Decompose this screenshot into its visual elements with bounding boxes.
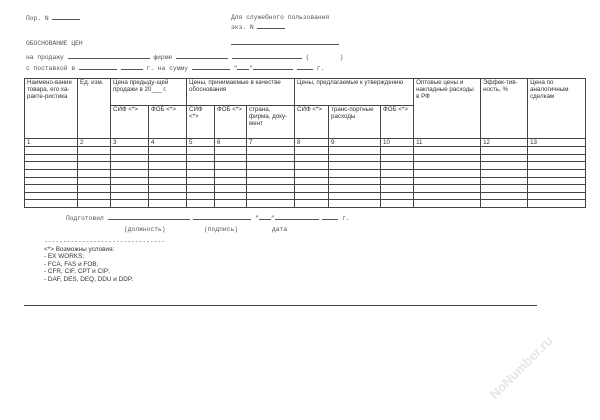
table-cell[interactable] <box>215 185 247 193</box>
table-cell[interactable] <box>481 147 528 155</box>
table-cell[interactable] <box>111 162 149 170</box>
table-cell[interactable] <box>215 200 247 208</box>
table-cell[interactable] <box>329 162 381 170</box>
table-cell[interactable] <box>25 169 78 177</box>
subheader-country: страна, фирма, доку-мент <box>247 106 295 139</box>
bottom-divider <box>24 305 537 306</box>
table-cell[interactable] <box>295 147 329 155</box>
subheader-fob: ФОБ <*> <box>149 106 187 139</box>
table-cell[interactable] <box>481 169 528 177</box>
table-cell[interactable] <box>149 169 187 177</box>
table-row <box>25 147 586 155</box>
table-row <box>25 192 586 200</box>
table-row <box>25 162 586 170</box>
table-cell[interactable] <box>187 177 215 185</box>
table-row <box>25 154 586 162</box>
table-cell[interactable] <box>78 177 111 185</box>
position-caption: (должность) <box>124 226 166 233</box>
table-cell[interactable] <box>111 192 149 200</box>
table-cell[interactable] <box>329 177 381 185</box>
table-cell[interactable] <box>247 177 295 185</box>
table-cell[interactable] <box>149 162 187 170</box>
table-cell[interactable] <box>215 169 247 177</box>
table-cell[interactable] <box>111 169 149 177</box>
table-cell[interactable] <box>481 177 528 185</box>
table-cell[interactable] <box>481 200 528 208</box>
column-number: 2 <box>78 139 111 147</box>
footnote-title: <*> Возможны условия: <box>44 246 115 253</box>
subheader-transport: транс-портные расходы <box>329 106 381 139</box>
column-number: 12 <box>481 139 528 147</box>
table-cell[interactable] <box>329 147 381 155</box>
table-cell[interactable] <box>481 154 528 162</box>
table-cell[interactable] <box>187 169 215 177</box>
subheader-fob: ФОБ <*> <box>381 106 414 139</box>
document-title: ОБОСНОВАНИЕ ЦЕН <box>26 40 83 47</box>
table-cell[interactable] <box>111 154 149 162</box>
table-cell[interactable] <box>295 162 329 170</box>
watermark: NoNumber.ru <box>486 333 556 402</box>
column-number: 4 <box>149 139 187 147</box>
table-cell[interactable] <box>187 162 215 170</box>
table-cell[interactable] <box>381 185 414 193</box>
column-number: 9 <box>329 139 381 147</box>
table-cell[interactable] <box>414 192 481 200</box>
table-cell[interactable] <box>187 147 215 155</box>
header-product: Наимено-вание товара, его ха-ракте-ристика <box>25 79 78 139</box>
column-numbers-row <box>25 139 586 147</box>
subheader-cif: СИФ <*> <box>111 106 149 139</box>
table-cell[interactable] <box>528 185 586 193</box>
table-cell[interactable] <box>381 147 414 155</box>
column-number: 5 <box>187 139 215 147</box>
table-cell[interactable] <box>25 200 78 208</box>
table-cell[interactable] <box>187 200 215 208</box>
table-cell[interactable] <box>247 169 295 177</box>
table-cell[interactable] <box>187 185 215 193</box>
table-cell[interactable] <box>414 147 481 155</box>
footnote-item: - DAF, DES, DEQ, DDU и DDP. <box>44 275 134 283</box>
table-cell[interactable] <box>295 185 329 193</box>
subheader-cif: СИФ <*> <box>187 106 215 139</box>
column-number: 6 <box>215 139 247 147</box>
delivery-line: с поставкой в г. на сумму " " г. <box>26 65 325 72</box>
table-cell[interactable] <box>381 154 414 162</box>
table-cell[interactable] <box>78 147 111 155</box>
table-cell[interactable] <box>78 200 111 208</box>
table-cell[interactable] <box>414 200 481 208</box>
subheader-fob: ФОБ <*> <box>215 106 247 139</box>
table-cell[interactable] <box>528 162 586 170</box>
column-number: 13 <box>528 139 586 147</box>
table-cell[interactable] <box>149 154 187 162</box>
table-cell[interactable] <box>25 192 78 200</box>
table-cell[interactable] <box>528 154 586 162</box>
header-previous-price: Цена предыду-щей продажи в 20___ г. <box>111 79 187 106</box>
table-cell[interactable] <box>149 192 187 200</box>
date-caption: дата <box>272 226 288 233</box>
table-cell[interactable] <box>111 177 149 185</box>
table-cell[interactable] <box>149 185 187 193</box>
order-number: Пор. N <box>26 15 80 22</box>
table-cell[interactable] <box>215 154 247 162</box>
table-cell[interactable] <box>78 162 111 170</box>
table-cell[interactable] <box>414 169 481 177</box>
header-proposed-prices: Цены, предлагаемые к утверждению <box>295 79 414 106</box>
table-cell[interactable] <box>329 200 381 208</box>
table-cell[interactable] <box>78 154 111 162</box>
table-cell[interactable] <box>78 169 111 177</box>
table-cell[interactable] <box>25 177 78 185</box>
table-cell[interactable] <box>78 185 111 193</box>
table-cell[interactable] <box>414 185 481 193</box>
table-row <box>25 177 586 185</box>
table-cell[interactable] <box>528 169 586 177</box>
table-row <box>25 200 586 208</box>
table-cell[interactable] <box>414 177 481 185</box>
table-cell[interactable] <box>215 177 247 185</box>
table-cell[interactable] <box>187 154 215 162</box>
column-number: 1 <box>25 139 78 147</box>
column-number: 10 <box>381 139 414 147</box>
footnote-item: - FCA, FAS и FOB; <box>44 260 99 268</box>
header-wholesale: Оптовые цены и накладные расходы в РФ <box>414 79 481 139</box>
table-cell[interactable] <box>381 169 414 177</box>
table-cell[interactable] <box>149 147 187 155</box>
price-justification-table <box>24 78 586 208</box>
table-cell[interactable] <box>25 147 78 155</box>
footnote-separator: -------------------------------- <box>44 238 165 245</box>
table-cell[interactable] <box>329 192 381 200</box>
table-cell[interactable] <box>247 192 295 200</box>
footnote <box>44 246 133 283</box>
table-cell[interactable] <box>25 162 78 170</box>
table-cell[interactable] <box>78 192 111 200</box>
header-efficiency: Эффек-тив-ность, % <box>481 79 528 139</box>
table-cell[interactable] <box>215 147 247 155</box>
table-cell[interactable] <box>528 147 586 155</box>
signature-caption: (подпись) <box>204 226 239 233</box>
table-cell[interactable] <box>329 169 381 177</box>
table-cell[interactable] <box>25 154 78 162</box>
header-analog-price: Цена по аналогичным сделкам <box>528 79 586 139</box>
table-cell[interactable] <box>295 169 329 177</box>
column-number: 11 <box>414 139 481 147</box>
column-number: 7 <box>247 139 295 147</box>
column-number: 3 <box>111 139 149 147</box>
prepared-line: Подготовил " " г. <box>66 215 350 222</box>
table-cell[interactable] <box>414 154 481 162</box>
table-cell[interactable] <box>149 177 187 185</box>
table-cell[interactable] <box>247 185 295 193</box>
table-cell[interactable] <box>25 185 78 193</box>
table-cell[interactable] <box>247 147 295 155</box>
table-cell[interactable] <box>215 192 247 200</box>
table-cell[interactable] <box>329 185 381 193</box>
subheader-cif: СИФ <*> <box>295 106 329 139</box>
table-cell[interactable] <box>295 154 329 162</box>
copy-number: экз. N <box>231 24 285 31</box>
table-cell[interactable] <box>215 162 247 170</box>
footnote-item: - CFR, CIF, CPT и CIP; <box>44 268 110 276</box>
table-cell[interactable] <box>528 192 586 200</box>
footnote-item: - EX WORKS; <box>44 253 85 261</box>
official-use-label: Для служебного пользования <box>231 14 330 21</box>
header-unit: Ед. изм. <box>78 79 111 139</box>
table-cell[interactable] <box>247 162 295 170</box>
table-row <box>25 185 586 193</box>
table-cell[interactable] <box>481 162 528 170</box>
table-cell[interactable] <box>528 200 586 208</box>
table-cell[interactable] <box>149 200 187 208</box>
table-cell[interactable] <box>295 192 329 200</box>
sale-line: на продажу фирме ( ) <box>26 54 344 61</box>
table-cell[interactable] <box>247 154 295 162</box>
table-cell[interactable] <box>381 200 414 208</box>
table-cell[interactable] <box>381 162 414 170</box>
header-basis-prices: Цены, принимаемые в качестве обоснования <box>187 79 295 106</box>
table-cell[interactable] <box>481 192 528 200</box>
table-cell[interactable] <box>247 200 295 208</box>
table-row <box>25 169 586 177</box>
table-cell[interactable] <box>528 177 586 185</box>
table-cell[interactable] <box>381 192 414 200</box>
column-number: 8 <box>295 139 329 147</box>
table-cell[interactable] <box>111 185 149 193</box>
table-cell[interactable] <box>329 154 381 162</box>
table-cell[interactable] <box>295 200 329 208</box>
approval-line <box>231 40 339 47</box>
table-cell[interactable] <box>187 192 215 200</box>
table-cell[interactable] <box>111 200 149 208</box>
table-cell[interactable] <box>295 177 329 185</box>
table-cell[interactable] <box>381 177 414 185</box>
table-cell[interactable] <box>481 185 528 193</box>
table-cell[interactable] <box>111 147 149 155</box>
table-cell[interactable] <box>414 162 481 170</box>
